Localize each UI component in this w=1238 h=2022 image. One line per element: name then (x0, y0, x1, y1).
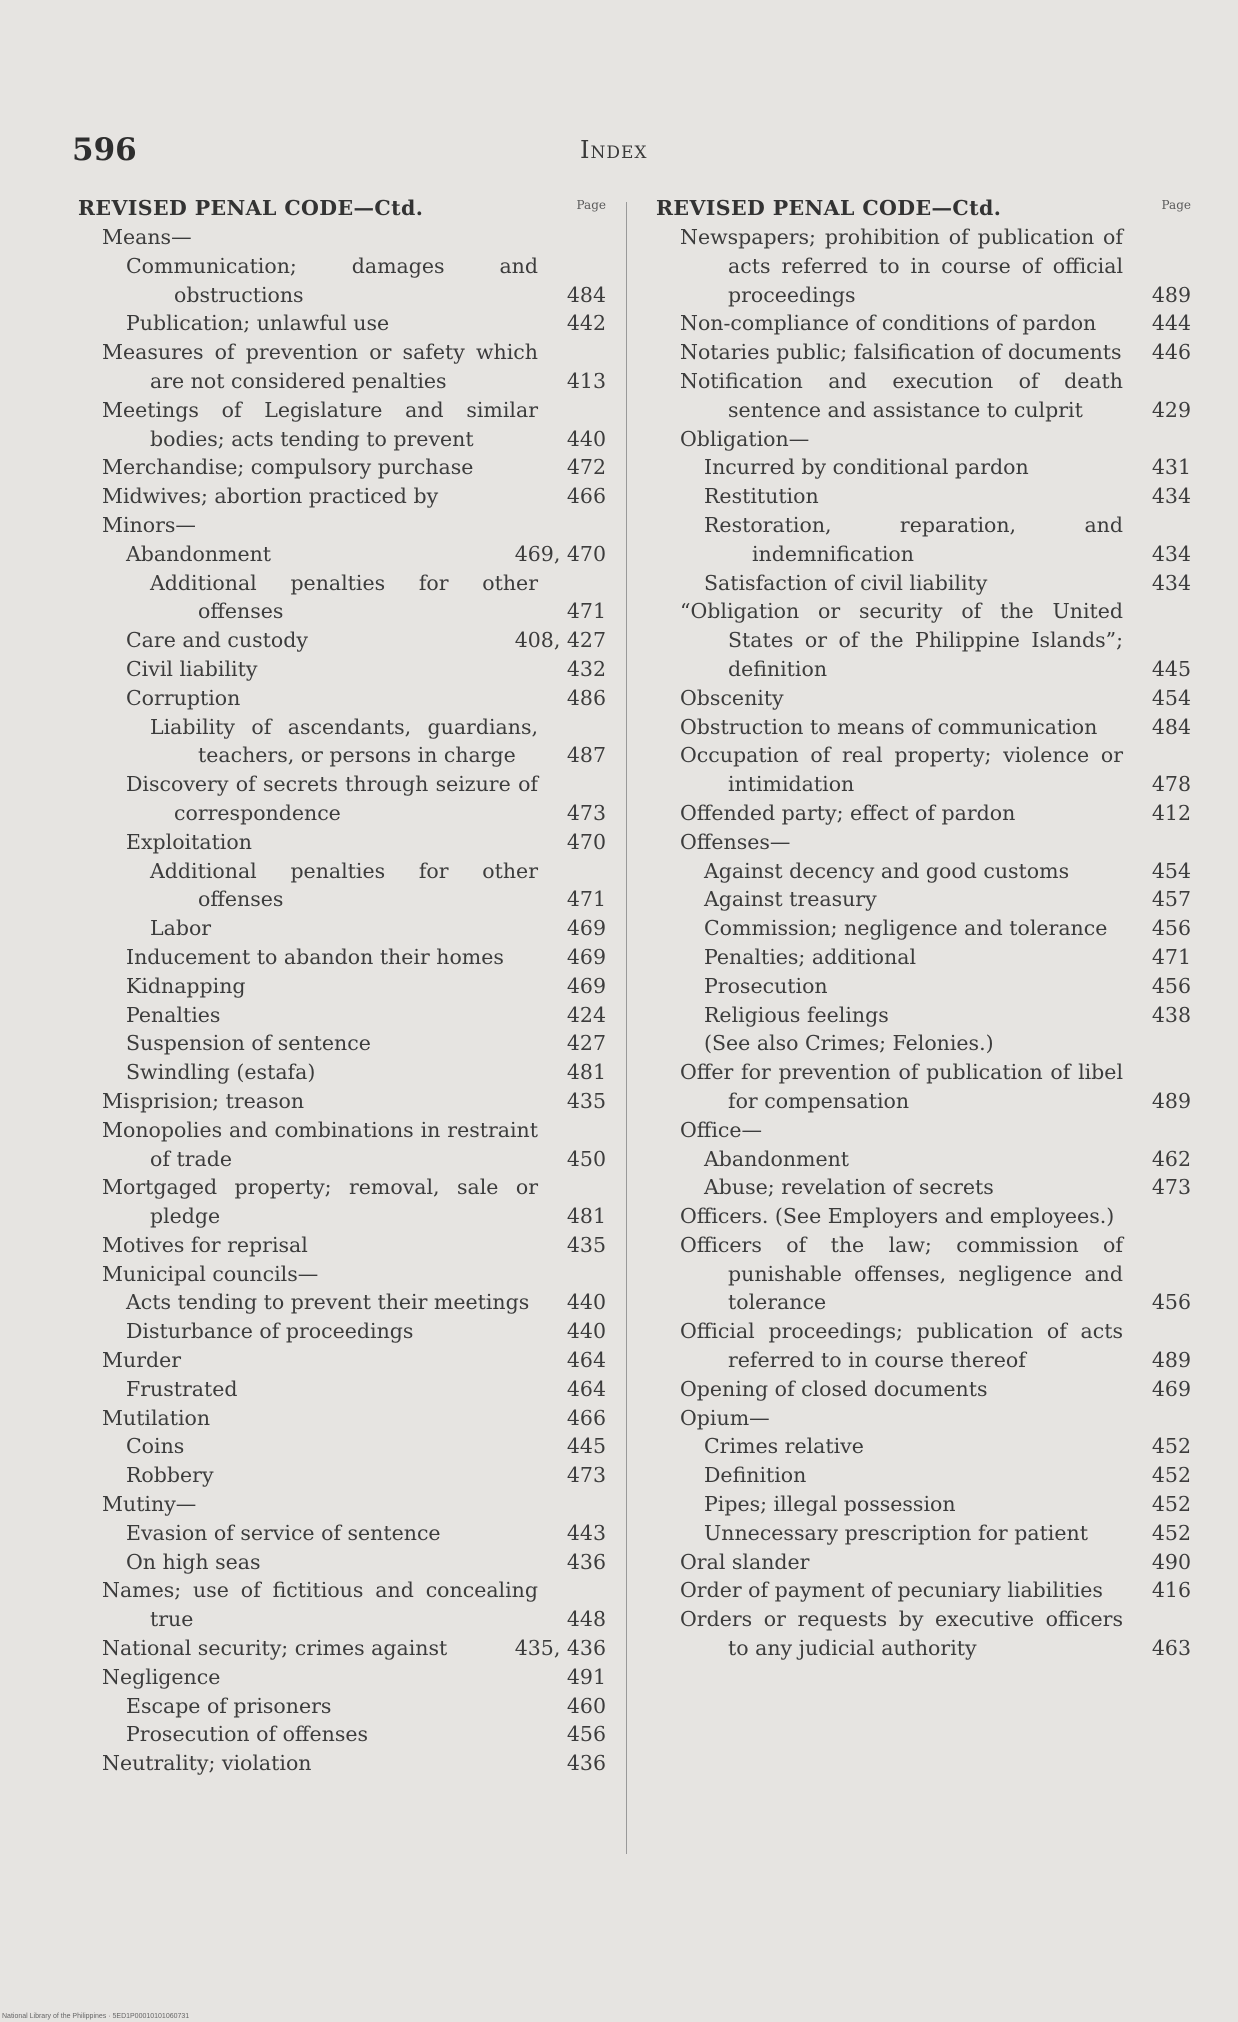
index-entry: Order of payment of pecuniary liabilities 416 (680, 1576, 1191, 1605)
index-entry-text: Definition (704, 1463, 807, 1488)
index-entry: Commission; negligence and tolerance 456 (704, 914, 1191, 943)
index-entry: Neutrality; violation 436 (102, 1749, 606, 1778)
index-entry-text: Robbery (126, 1463, 214, 1488)
index-entry-text: Incurred by conditional pardon (704, 455, 1029, 480)
index-entry: Swindling (estafa) 481 (126, 1058, 606, 1087)
index-entry-text: (See also Crimes; Felonies.) (704, 1031, 994, 1056)
index-entry-text: Corruption (126, 685, 241, 710)
index-entry: Additional penalties for other offenses 471 (150, 569, 606, 627)
right-column-header (656, 196, 1191, 223)
index-entry: Restitution 434 (704, 482, 1191, 511)
index-entry-text: Crimes relative (704, 1434, 864, 1459)
index-entry-text: Mortgaged property; removal, sale or pledge (102, 1175, 538, 1229)
index-entry: Additional penalties for other offenses 471 (150, 857, 606, 915)
index-entry: Suspension of sentence 427 (126, 1029, 606, 1058)
index-entry: Civil liability 432 (126, 655, 606, 684)
index-entry (126, 626, 606, 655)
index-entry: Meetings of Legislature and similar bodies; acts tending to prevent 440 (102, 396, 606, 454)
index-entry-text: Officers of the law; commission of punishable offenses, negligence and tolerance (680, 1232, 1123, 1315)
index-entry-text: Pipes; illegal possession (704, 1492, 956, 1517)
index-entry: Midwives; abortion practiced by 466 (102, 482, 606, 511)
index-entry: Acts tending to prevent their meetings 440 (126, 1288, 606, 1317)
index-entry-text: Suspension of sentence (126, 1031, 371, 1056)
index-entry: Coins 445 (126, 1432, 606, 1461)
running-head: Index (580, 136, 648, 164)
index-entry: Crimes relative 452 (704, 1432, 1191, 1461)
index-entry-text: Negligence (102, 1664, 221, 1689)
index-entry: Satisfaction of civil liability 434 (704, 569, 1191, 598)
index-entry: Murder 464 (102, 1346, 606, 1375)
index-entry-text: Commission; negligence and tolerance (704, 916, 1108, 941)
index-entry-text: Abandonment (126, 541, 272, 566)
index-entry-text: Misprision; treason (102, 1088, 305, 1113)
left-column-title: REVISED PENAL CODE—Ctd. (78, 196, 424, 220)
index-entry: Orders or requests by executive officers to any judicial authority 463 (680, 1605, 1191, 1663)
index-entry-page: 408, 427 (514, 628, 606, 653)
index-entry-text: Prosecution of offenses (126, 1722, 368, 1747)
index-entry-text: Officers. (See Employers and employees.) (680, 1204, 1115, 1229)
index-entry: Motives for reprisal 435 (102, 1231, 606, 1260)
index-entry-text: Obscenity (680, 685, 784, 710)
scan-footer: National Library of the Philippines · 5ED1P00010101060731 (2, 2013, 190, 2020)
index-entry: “Obligation or security of the United States or of the Philippine Islands”; definition 445 (680, 597, 1191, 683)
index-entry-text: Kidnapping (126, 973, 246, 998)
index-entry-text: Order of payment of pecuniary liabilities (680, 1578, 1103, 1603)
index-entry (680, 425, 1191, 454)
index-entry-text: Motives for reprisal (102, 1232, 308, 1257)
index-entry: Labor 469 (150, 914, 606, 943)
index-entry: Mutilation 466 (102, 1404, 606, 1433)
index-entry-page: 435, 436 (514, 1636, 606, 1661)
index-entry-text: Acts tending to prevent their meetings (126, 1290, 530, 1315)
index-entry-text: Penalties (126, 1002, 221, 1027)
index-entry: Abandonment 462 (704, 1145, 1191, 1174)
index-entry-text: Newspapers; prohibition of publication of acts referred to in course of official proceedings (680, 225, 1123, 307)
index-entry-text: Restoration, reparation, and indemnification (704, 512, 1123, 566)
index-entry (680, 1202, 1191, 1231)
index-entry-text: Labor (150, 916, 212, 941)
index-entry-text: Obligation— (680, 426, 810, 451)
index-entry (680, 1404, 1191, 1433)
index-entry: Robbery 473 (126, 1461, 606, 1490)
index-entry-text: On high seas (126, 1549, 261, 1574)
index-entry-text: Merchandise; compulsory purchase (102, 455, 474, 480)
index-entry-text: Offer for prevention of publication of libel for compensation (680, 1060, 1123, 1113)
index-entry-text: National security; crimes against (102, 1636, 448, 1661)
index-entry: Monopolies and combinations in restraint of trade 450 (102, 1116, 606, 1174)
index-entry-text: Communication; damages and obstructions (126, 253, 538, 307)
index-entry-text: Murder (102, 1348, 182, 1373)
index-entry-text: Coins (126, 1434, 185, 1459)
index-entry-text: Disturbance of proceedings (126, 1319, 414, 1344)
index-entry: Misprision; treason 435 (102, 1087, 606, 1116)
index-entry-text: Official proceedings; publication of acts referred to in course thereof (680, 1319, 1123, 1373)
index-entry (102, 1634, 606, 1663)
index-entry-text: Minors— (102, 512, 196, 537)
index-entry (102, 1490, 606, 1519)
index-entry: Liability of ascendants, guardians, teachers, or persons in charge 487 (150, 713, 606, 771)
index-entry: Against decency and good customs 454 (704, 857, 1191, 886)
index-entry-text: Publication; unlawful use (126, 311, 390, 336)
index-entry-text: Opium— (680, 1405, 770, 1430)
index-entry (704, 1029, 1191, 1058)
right-column-page-label: Page (1161, 198, 1191, 212)
index-entry-text: Inducement to abandon their homes (126, 944, 504, 969)
index-entry: Official proceedings; publication of acts referred to in course thereof 489 (680, 1317, 1191, 1375)
index-entry: Incurred by conditional pardon 431 (704, 453, 1191, 482)
index-entry: Notaries public; falsification of documents 446 (680, 338, 1191, 367)
index-entry-text: Non-compliance of conditions of pardon (680, 311, 1097, 336)
index-entry: Publication; unlawful use 442 (126, 309, 606, 338)
index-entry: Notification and execution of death sentence and assistance to culprit 429 (680, 367, 1191, 425)
index-entry-text: Notification and execution of death sentence and assistance to culprit (680, 368, 1123, 422)
index-entry: Mortgaged property; removal, sale or pledge 481 (102, 1173, 606, 1231)
index-entry-text: Liability of ascendants, guardians, teachers, or persons in charge (150, 714, 538, 768)
index-entry-text: Meetings of Legislature and similar bodies; acts tending to prevent (102, 397, 538, 451)
index-entry: Obscenity 454 (680, 684, 1191, 713)
index-entry-text: “Obligation or security of the United States or of the Philippine Islands”; definition (680, 599, 1123, 681)
right-column (656, 196, 1191, 1663)
index-entry: Escape of prisoners 460 (126, 1692, 606, 1721)
index-entry: Names; use of fictitious and concealing true 448 (102, 1576, 606, 1634)
index-entry: Religious feelings 438 (704, 1001, 1191, 1030)
index-entry: Occupation of real property; violence or intimidation 478 (680, 741, 1191, 799)
index-entry: Prosecution 456 (704, 972, 1191, 1001)
index-entry: Unnecessary prescription for patient 452 (704, 1519, 1191, 1548)
index-entry-text: Frustrated (126, 1376, 238, 1401)
index-entry-text: Satisfaction of civil liability (704, 570, 988, 595)
index-entry-text: Offenses— (680, 829, 791, 854)
index-entry-text: Additional penalties for other offenses (150, 570, 538, 624)
index-entry-text: Escape of prisoners (126, 1693, 332, 1718)
index-entry-text: Against treasury (704, 887, 877, 912)
index-entry-text: Swindling (estafa) (126, 1060, 316, 1085)
index-entry: Penalties; additional 471 (704, 943, 1191, 972)
index-entry-text: Midwives; abortion practiced by (102, 484, 439, 509)
index-entry (680, 828, 1191, 857)
index-entry: Disturbance of proceedings 440 (126, 1317, 606, 1346)
index-entry-text: Discovery of secrets through seizure of correspondence (126, 772, 538, 825)
index-entry: Definition 452 (704, 1461, 1191, 1490)
index-entry: Corruption 486 (126, 684, 606, 713)
index-entry: Evasion of service of sentence 443 (126, 1519, 606, 1548)
index-entry: Abuse; revelation of secrets 473 (704, 1173, 1191, 1202)
index-entry-text: Notaries public; falsification of documents (680, 340, 1122, 365)
index-entry-page: 469, 470 (514, 541, 606, 566)
index-entry-text: Against decency and good customs (704, 858, 1070, 883)
index-entry-text: Care and custody (126, 628, 308, 653)
index-entry-text: Civil liability (126, 656, 258, 681)
index-entry: Penalties 424 (126, 1001, 606, 1030)
index-entry-text: Unnecessary prescription for patient (704, 1520, 1088, 1545)
index-entry-text: Municipal councils— (102, 1261, 319, 1286)
index-entry: Oral slander 490 (680, 1548, 1191, 1577)
left-entry-list (78, 223, 606, 1778)
index-entry-text: Names; use of fictitious and concealing true (102, 1578, 538, 1632)
index-entry: Against treasury 457 (704, 885, 1191, 914)
index-entry-text: Orders or requests by executive officers to any judicial authority (680, 1607, 1123, 1661)
index-entry (102, 223, 606, 252)
index-entry: On high seas 436 (126, 1548, 606, 1577)
index-entry-text: Additional penalties for other offenses (150, 858, 538, 912)
index-entry (102, 1260, 606, 1289)
index-entry (126, 540, 606, 569)
index-entry-text: Oral slander (680, 1549, 810, 1574)
index-entry (680, 1116, 1191, 1145)
index-entry: Communication; damages and obstructions 484 (126, 252, 606, 310)
page-number: 596 (72, 132, 137, 168)
index-entry: Merchandise; compulsory purchase 472 (102, 453, 606, 482)
index-entry-text: Exploitation (126, 829, 252, 854)
index-entry: Officers of the law; commission of punishable offenses, negligence and tolerance 456 (680, 1231, 1191, 1317)
index-entry: Prosecution of offenses 456 (126, 1720, 606, 1749)
index-entry-text: Abandonment (704, 1146, 850, 1171)
index-entry-text: Means— (102, 225, 192, 249)
index-entry-text: Occupation of real property; violence or intimidation (680, 743, 1123, 797)
index-entry-text: Mutilation (102, 1405, 211, 1430)
index-entry-text: Office— (680, 1117, 763, 1142)
index-entry: Inducement to abandon their homes 469 (126, 943, 606, 972)
left-column-header (78, 196, 606, 223)
index-entry: Opening of closed documents 469 (680, 1375, 1191, 1404)
index-entry (102, 511, 606, 540)
index-entry-text: Religious feelings (704, 1002, 889, 1027)
index-entry-text: Obstruction to means of communication (680, 714, 1098, 739)
index-entry-text: Monopolies and combinations in restraint of trade (102, 1117, 538, 1171)
index-entry: Measures of prevention or safety which are not considered penalties 413 (102, 338, 606, 396)
index-entry: Exploitation 470 (126, 828, 606, 857)
index-entry: Newspapers; prohibition of publication of acts referred to in course of official proceedings 489 (680, 223, 1191, 309)
index-entry: Obstruction to means of communication 484 (680, 713, 1191, 742)
index-entry: Frustrated 464 (126, 1375, 606, 1404)
index-entry: Negligence 491 (102, 1663, 606, 1692)
index-entry: Non-compliance of conditions of pardon 444 (680, 309, 1191, 338)
index-entry-text: Opening of closed documents (680, 1376, 988, 1401)
left-column-page-label: Page (576, 198, 606, 212)
index-entry: Kidnapping 469 (126, 972, 606, 1001)
index-entry-text: Prosecution (704, 973, 828, 998)
index-entry-text: Restitution (704, 484, 819, 509)
index-entry: Offended party; effect of pardon 412 (680, 799, 1191, 828)
index-entry-text: Evasion of service of sentence (126, 1520, 441, 1545)
index-entry: Discovery of secrets through seizure of correspondence 473 (126, 770, 606, 828)
index-entry-text: Penalties; additional (704, 944, 916, 969)
right-column-title: REVISED PENAL CODE—Ctd. (656, 196, 1002, 220)
column-divider (626, 202, 627, 1854)
index-entry-text: Mutiny— (102, 1492, 197, 1517)
right-entry-list (656, 223, 1191, 1663)
index-entry-text: Neutrality; violation (102, 1751, 312, 1776)
index-entry: Offer for prevention of publication of libel for compensation 489 (680, 1058, 1191, 1116)
index-entry-text: Abuse; revelation of secrets (704, 1175, 994, 1200)
index-entry: Pipes; illegal possession 452 (704, 1490, 1191, 1519)
index-entry-text: Offended party; effect of pardon (680, 800, 1016, 825)
index-entry: Restoration, reparation, and indemnification 434 (704, 511, 1191, 569)
index-entry-text: Measures of prevention or safety which are not considered penalties (102, 340, 538, 393)
left-column (78, 196, 606, 1778)
